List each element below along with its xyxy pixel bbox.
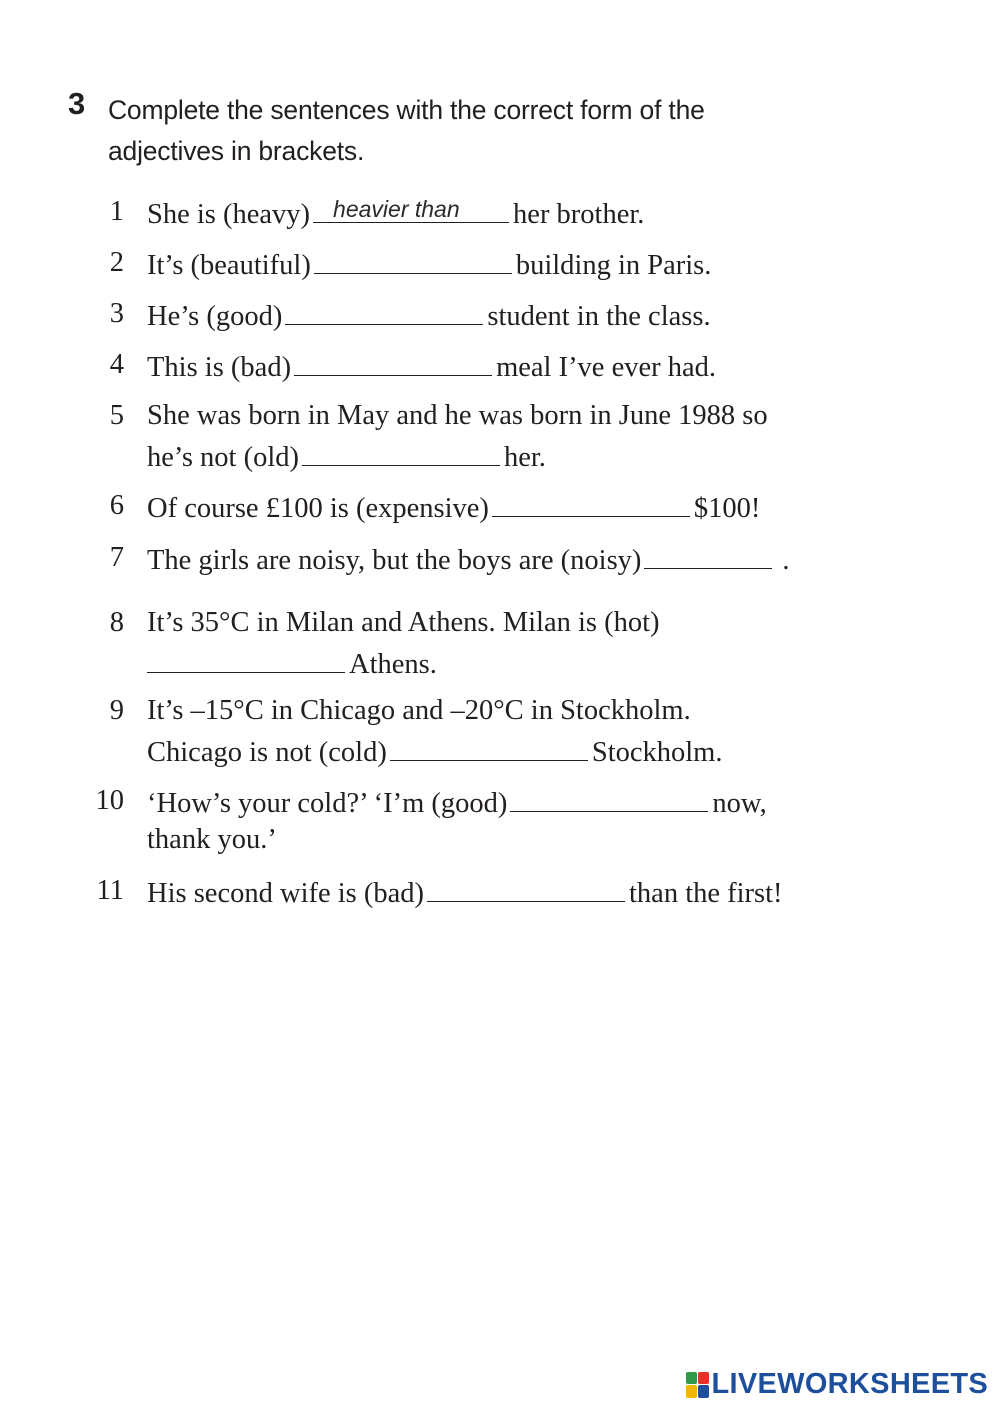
item-text-after: her brother. (513, 199, 645, 230)
item-text-after: meal I’ve ever had. (496, 352, 717, 383)
logo-square-3 (686, 1385, 697, 1398)
item-text-before: His second wife is (bad) (147, 878, 425, 909)
answer-blank[interactable] (314, 243, 512, 274)
answer-text: heavier than (333, 196, 460, 222)
item-text-after: . (782, 545, 790, 576)
answer-blank[interactable] (390, 730, 588, 761)
answer-blank[interactable] (644, 538, 772, 569)
brand-name: LIVEWORKSHEETS (711, 1368, 988, 1400)
liveworksheets-logo (686, 1368, 989, 1401)
answer-blank[interactable] (427, 871, 625, 902)
answer-blank[interactable] (147, 642, 345, 673)
item-text-before: This is (bad) (147, 352, 292, 383)
item-line (147, 871, 783, 913)
answer-blank[interactable] (313, 192, 509, 223)
item-number: 10 (95, 785, 124, 816)
item-text-after: than the first! (629, 878, 783, 909)
item-number: 2 (109, 247, 124, 278)
answer-blank[interactable] (492, 486, 690, 517)
item-line (147, 730, 722, 772)
item-line (147, 435, 546, 477)
item-line (147, 396, 768, 435)
item-number: 6 (109, 490, 124, 521)
item-line (147, 820, 277, 859)
item-number: 1 (109, 196, 124, 227)
instructions-line: Complete the sentences with the correct form of the (108, 95, 705, 125)
item-line (147, 538, 790, 580)
item-number: 8 (109, 607, 124, 638)
item-text-before: It’s (beautiful) (147, 250, 311, 281)
item-line (147, 294, 711, 336)
item-number: 9 (109, 695, 124, 726)
exercise-number: 3 (68, 86, 86, 121)
item-number: 4 (109, 349, 124, 380)
item-number: 11 (96, 875, 124, 906)
logo-square-1 (686, 1372, 697, 1385)
item-number: 5 (109, 400, 124, 431)
exercise-instructions (108, 90, 808, 172)
item-line (147, 345, 716, 387)
answer-blank[interactable] (294, 345, 492, 376)
item-text: It’s 35°C in Milan and Athens. Milan is (hot) (147, 607, 660, 638)
item-text-after: her. (503, 442, 546, 473)
item-number: 3 (109, 298, 124, 329)
item-text-after: now, (712, 788, 767, 819)
item-text-before: Chicago is not (cold) (147, 737, 387, 768)
logo-square-2 (698, 1372, 709, 1385)
item-line (147, 243, 711, 285)
item-line (147, 486, 760, 528)
item-number: 7 (109, 542, 124, 573)
liveworksheets-logo-icon (686, 1372, 709, 1398)
item-line (147, 192, 644, 234)
item-line (147, 691, 691, 730)
item-line (147, 642, 437, 684)
item-text: thank you.’ (147, 824, 277, 855)
item-text-before: She is (heavy) (147, 199, 311, 230)
answer-blank[interactable] (285, 294, 483, 325)
item-line (147, 781, 767, 823)
item-text-after: $100! (693, 493, 761, 524)
item-text-after: Athens. (349, 649, 437, 680)
logo-square-4 (698, 1385, 709, 1398)
answer-blank[interactable] (510, 781, 708, 812)
item-text: It’s –15°C in Chicago and –20°C in Stockholm. (147, 695, 691, 726)
item-text: She was born in May and he was born in June 1988 so (147, 400, 768, 431)
item-text-before: Of course £100 is (expensive) (147, 493, 489, 524)
item-text-before: He’s (good) (147, 301, 283, 332)
item-text-after: Stockholm. (591, 737, 723, 768)
instructions-line: adjectives in brackets. (108, 136, 365, 166)
item-text-before: The girls are noisy, but the boys are (noisy) (147, 545, 642, 576)
item-line (147, 603, 660, 642)
answer-blank[interactable] (302, 435, 500, 466)
item-text-before: ‘How’s your cold?’ ‘I’m (good) (147, 788, 508, 819)
item-text-before: he’s not (old) (147, 442, 299, 473)
item-text-after: student in the class. (487, 301, 711, 332)
item-text-after: building in Paris. (515, 250, 712, 281)
